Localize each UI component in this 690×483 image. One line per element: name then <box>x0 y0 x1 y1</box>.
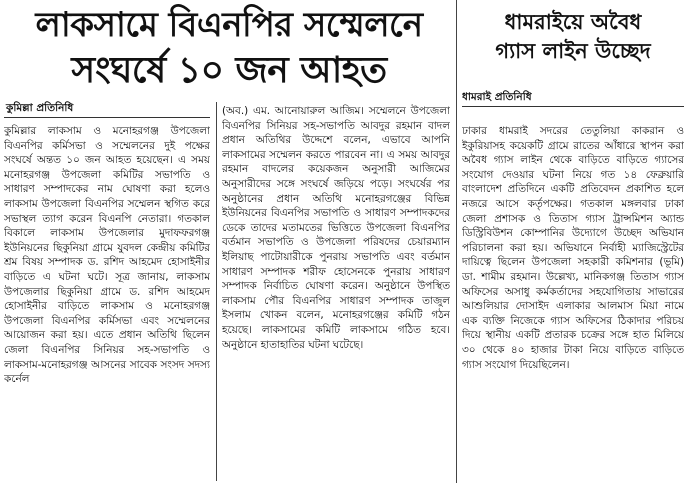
main-headline-line2: সংঘর্ষে ১০ জন আহত <box>71 50 387 91</box>
side-byline: ধামরাই প্রতিনিধি <box>462 91 532 103</box>
main-headline <box>4 2 454 94</box>
main-article-text-2: (অব.) এম. আনোয়ারুল আজিম। সম্মেলনে উপজেলা বিএনপির সিনিয়র সহ-সভাপতি আবদুর রহমান বাদল প্রধান অতিথির উদ্দেশে বলেন, এভাবে আপনি লাকসামের সম্মেলন করতে পারবেন না। এ সময় আবদুর রহমান বাদলের কয়েকজন অনুসারী আজিমের অনুসারীদের সঙ্গে সংঘর্ষে জড়িয়ে পড়ে। সংঘর্ষের পর অনুষ্ঠানের প্রধান অতিথি মনোহরগঞ্জের বিভিন্ন ইউনিয়নের বিএনপির সভাপতি ও সাধারণ সম্পাদকদের ডেকে তাদের মতামতের ভিত্তিতে উপজেলা বিএনপির বর্তমান সভাপতি ও উপজেলা পরিষদের চেয়ারম্যান ইলিয়াছ পাটোয়ারীকে পুনরায় সভাপতি এবং বর্তমান সাধারণ সম্পাদক শরীফ হোসেনকে পুনরায় সাধারণ সম্পাদক নির্বাচিত ঘোষণা করেন। অনুষ্ঠানে উপস্থিত লাকসাম পৌর বিএনপির সাধারণ সম্পাদক তাজুল ইসলাম খোকন বলেন, মনোহরগঞ্জের কমিটি গঠন হয়েছে। লাকসামের কমিটি লাকসামে গঠিত হবে। অনুষ্ঠানে হাতাহাতির ঘটনা ঘটেছে। <box>222 105 450 351</box>
side-article-text: ঢাকার ধামরাই সদরের তেতুলিয়া কাকরান ও ইকুরিয়াসহ কয়েকটি গ্রামে রাতের আঁধারে স্থাপন করা অবৈধ গ্যাস লাইন থেকে বাড়িতে বাড়িতে গ্যাসের সংযোগ দেওয়ার ঘটনা নিয়ে গত ১৪ ফেব্রুয়ারি বাংলাদেশ প্রতিদিনে একটি প্রতিবেদন প্রকাশিত হলে নজরে আসে কর্তৃপক্ষের। গতকাল মঙ্গলবার ঢাকা জেলা প্রশাসক ও তিতাস গ্যাস ট্রান্সমিশন অ্যান্ড ডিস্ট্রিবিউশন কোম্পানির উদ্যোগে উচ্ছেদ অভিযান পরিচালনা করা হয়। অভিযানে নির্বাহী ম্যাজিস্ট্রেটের দায়িত্বে ছিলেন উপজেলা সহকারী কমিশনার (ভূমি) ডা. শামীম রহমান। উল্লেখ্য, মানিকগঞ্জ তিতাস গ্যাস অফিসের অসাধু কর্মকর্তাদের সহযোগিতায় সাভারের আশুলিয়ার দোসাইদ এলাকার আলমাস মিয়া নামে এক ব্যক্তি নিজেকে গ্যাস অফিসের ঠিকাদার পরিচয় দিয়ে স্থানীয় একটি প্রতারক চক্রের সঙ্গে হাত মিলিয়ে ৩০ থেকে ৪০ হাজার টাকা নিয়ে বাড়িতে বাড়িতে গ্যাস সংযোগ দিয়েছিলেন। <box>462 125 684 371</box>
side-headline-line2: গ্যাস লাইন উচ্ছেদ <box>495 39 651 63</box>
side-headline-line1: ধামরাইয়ে অবৈধ <box>504 10 642 34</box>
side-headline <box>462 8 684 66</box>
main-article-text-1: কুমিল্লার লাকসাম ও মনোহরগঞ্জ উপজেলা বিএনপির কর্মিসভা ও সম্মেলনের দুই পক্ষের সংঘর্ষে অন্তত ১০ জন আহত হয়েছেন। এ সময় মনোহরগঞ্জ উপজেলা কমিটির সভাপতি ও সাধারণ সম্পাদকের নাম ঘোষণা করা হলেও লাকসাম উপজেলা বিএনপির সম্মেলন স্থগিত করে সভাস্থল ত্যাগ করেন বিএনপি নেতারা। গতকাল বিকালে লাকসাম উপজেলার মুদাফফরগঞ্জ ইউনিয়নের ছিকুনিয়া গ্রামে যুবদল কেন্দ্রীয় কমিটির শ্রম বিষয় সম্পাদক ড. রশিদ আহমেদ হোসাইনীর বাড়িতে এ ঘটনা ঘটে। সূত্র জানায়, লাকসাম উপজেলার ছিকুনিয়া গ্রামে ড. রশিদ আহমেদ হোসাইনীর বাড়িতে লাকসাম ও মনোহরগঞ্জ উপজেলা বিএনপির কর্মিসভা এবং সম্মেলনের আয়োজন করা হয়। এতে প্রধান অতিথি ছিলেন জেলা বিএনপির সিনিয়র সহ-সভাপতি ও লাকসাম-মনোহরগঞ্জ আসনের সাবেক সংসদ সদস্য কর্নেল <box>4 125 210 386</box>
main-headline-line1: লাকসামে বিএনপির সম্মেলনে <box>35 5 423 45</box>
main-article-column-2 <box>222 104 450 482</box>
story-divider <box>456 0 457 483</box>
side-byline-rule <box>462 106 684 107</box>
byline-rule <box>4 117 210 118</box>
side-article-body <box>462 124 684 482</box>
main-byline: কুমিল্লা প্রতিনিধি <box>6 102 74 114</box>
column-divider <box>216 102 217 481</box>
main-article-column-1 <box>4 124 210 482</box>
